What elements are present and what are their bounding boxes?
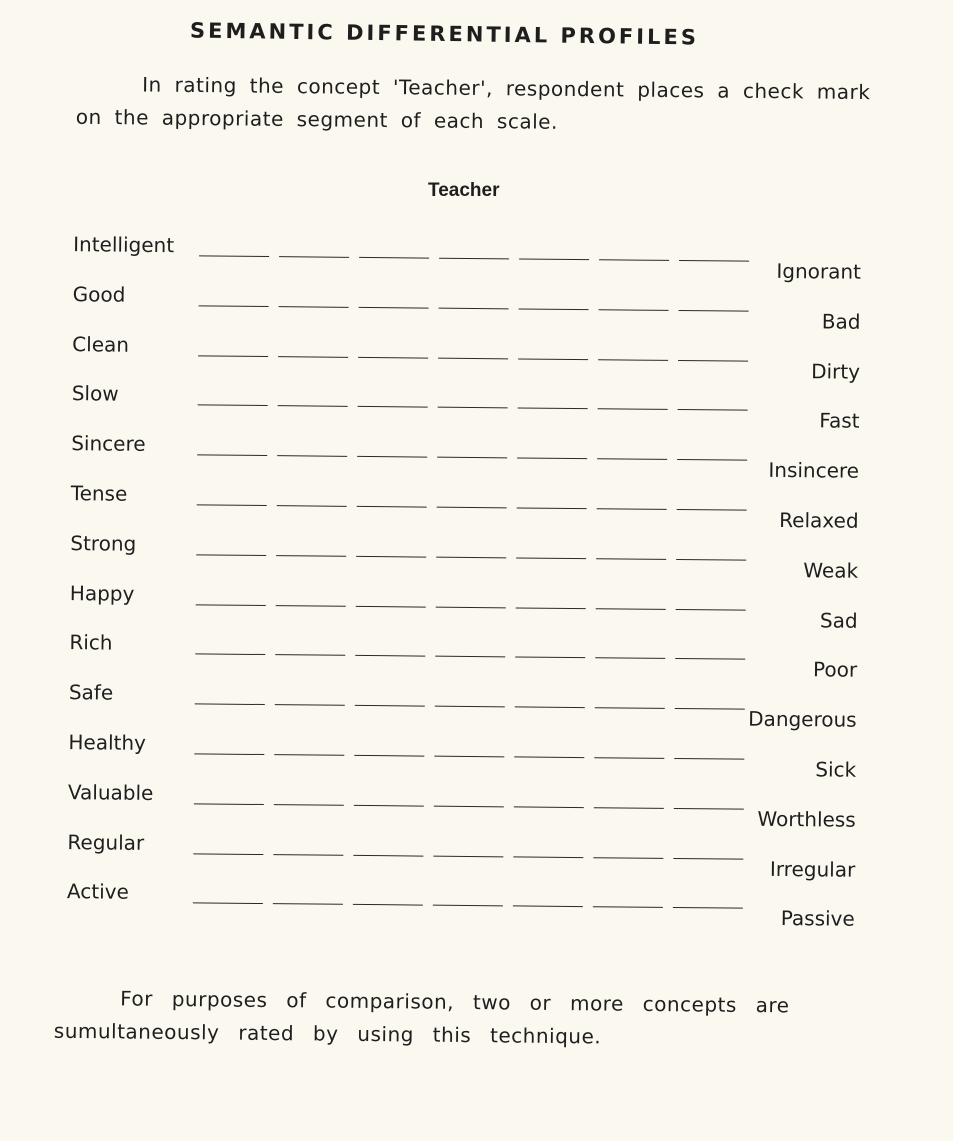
scale-segment[interactable] bbox=[596, 558, 666, 560]
scale-segment[interactable] bbox=[515, 657, 585, 659]
scale-segment[interactable] bbox=[198, 405, 268, 407]
scale-segment[interactable] bbox=[355, 705, 425, 707]
scale-segment[interactable] bbox=[516, 557, 586, 559]
scale-right-label: Poor bbox=[812, 657, 858, 683]
scale-left-label: Tense bbox=[70, 481, 128, 506]
scale-segment[interactable] bbox=[513, 906, 583, 908]
scale-segment[interactable] bbox=[433, 855, 503, 857]
scale-segment[interactable] bbox=[199, 255, 269, 257]
scale-left-label: Clean bbox=[72, 331, 130, 357]
scale-left-label: Regular bbox=[67, 829, 145, 855]
scale-segment[interactable] bbox=[195, 654, 265, 656]
scale-segment[interactable] bbox=[358, 357, 428, 359]
scale-segments bbox=[199, 305, 749, 311]
scale-segment[interactable] bbox=[514, 806, 584, 808]
scale-segment[interactable] bbox=[279, 256, 349, 258]
scale-segment[interactable] bbox=[594, 757, 664, 759]
scale-segment[interactable] bbox=[438, 407, 508, 409]
footer-paragraph bbox=[54, 982, 875, 1057]
scale-segment[interactable] bbox=[439, 258, 509, 260]
scale-segments bbox=[193, 853, 743, 859]
scale-segment[interactable] bbox=[195, 704, 265, 706]
scale-segments bbox=[195, 654, 745, 660]
intro-text: In rating the concept 'Teacher', respondent places a check mark on the appropriate segment of each scale. bbox=[75, 72, 871, 134]
scale-right-label: Insincere bbox=[768, 458, 860, 483]
scale-segment[interactable] bbox=[676, 609, 746, 611]
scale-segment[interactable] bbox=[596, 608, 666, 610]
footer-text: For purposes of comparison, two or more concepts are sumultaneously rated by using this technique. bbox=[53, 986, 790, 1049]
scale-segment[interactable] bbox=[197, 455, 267, 457]
scale-left-label: Happy bbox=[69, 580, 135, 606]
scale-left-label: Healthy bbox=[68, 730, 147, 755]
scale-segment[interactable] bbox=[279, 306, 349, 308]
scale-segment[interactable] bbox=[675, 658, 745, 660]
scale-segment[interactable] bbox=[273, 854, 343, 856]
scale-segment[interactable] bbox=[353, 904, 423, 906]
scale-row bbox=[0, 879, 950, 938]
scale-segment[interactable] bbox=[677, 459, 747, 461]
scale-segment[interactable] bbox=[674, 758, 744, 760]
scale-segment[interactable] bbox=[673, 907, 743, 909]
scale-right-label: Irregular bbox=[769, 856, 856, 882]
scale-left-label: Intelligent bbox=[73, 232, 175, 258]
scale-segment[interactable] bbox=[277, 455, 347, 457]
scale-segment[interactable] bbox=[673, 858, 743, 860]
scale-segment[interactable] bbox=[676, 559, 746, 561]
scale-right-label: Weak bbox=[803, 557, 859, 583]
scale-segment[interactable] bbox=[194, 753, 264, 755]
scale-right-label: Passive bbox=[780, 906, 855, 932]
scale-segment[interactable] bbox=[274, 754, 344, 756]
scale-segment[interactable] bbox=[595, 658, 665, 660]
scale-right-label: Sad bbox=[819, 607, 858, 633]
scale-segment[interactable] bbox=[433, 905, 503, 907]
scale-segment[interactable] bbox=[597, 508, 667, 510]
scale-segment[interactable] bbox=[599, 259, 669, 261]
scale-segment[interactable] bbox=[353, 854, 423, 856]
scale-segment[interactable] bbox=[595, 707, 665, 709]
scale-right-label: Fast bbox=[819, 408, 860, 434]
scale-left-label: Valuable bbox=[67, 779, 154, 805]
scale-segments bbox=[195, 704, 745, 710]
scale-segment[interactable] bbox=[518, 358, 588, 360]
scale-segments bbox=[193, 903, 743, 909]
scale-segments bbox=[196, 604, 746, 610]
scale-segment[interactable] bbox=[357, 506, 427, 508]
scale-segment[interactable] bbox=[679, 260, 749, 262]
scale-left-label: Rich bbox=[69, 630, 113, 655]
scale-segment[interactable] bbox=[515, 707, 585, 709]
scale-segment[interactable] bbox=[434, 756, 504, 758]
scale-segment[interactable] bbox=[674, 808, 744, 810]
scale-segment[interactable] bbox=[273, 904, 343, 906]
scale-segment[interactable] bbox=[599, 309, 669, 311]
scale-segment[interactable] bbox=[593, 857, 663, 859]
scale-segment[interactable] bbox=[594, 807, 664, 809]
scale-segment[interactable] bbox=[435, 656, 505, 658]
scale-segment[interactable] bbox=[439, 307, 509, 309]
scale-segment[interactable] bbox=[197, 504, 267, 506]
scale-segment[interactable] bbox=[275, 655, 345, 657]
scale-segment[interactable] bbox=[678, 360, 748, 362]
scale-segments bbox=[199, 255, 749, 261]
scale-segment[interactable] bbox=[519, 308, 589, 310]
scale-left-label: Sincere bbox=[71, 431, 146, 457]
page-title: SEMANTIC DIFFERENTIAL PROFILES bbox=[189, 18, 700, 50]
scale-segment[interactable] bbox=[193, 853, 263, 855]
scale-segment[interactable] bbox=[598, 409, 668, 411]
scale-segments bbox=[198, 405, 748, 411]
scale-segment[interactable] bbox=[356, 605, 426, 607]
scale-segment[interactable] bbox=[675, 708, 745, 710]
scale-segment[interactable] bbox=[359, 257, 429, 259]
scale-segment[interactable] bbox=[359, 307, 429, 309]
scale-segment[interactable] bbox=[679, 310, 749, 312]
scale-segment[interactable] bbox=[193, 903, 263, 905]
scale-left-label: Good bbox=[72, 281, 126, 307]
scale-right-label: Worthless bbox=[757, 806, 856, 832]
scale-left-label: Safe bbox=[68, 680, 114, 705]
scale-segment[interactable] bbox=[355, 655, 425, 657]
scale-segment[interactable] bbox=[354, 805, 424, 807]
scale-segment[interactable] bbox=[199, 305, 269, 307]
scale-segment[interactable] bbox=[354, 755, 424, 757]
scale-right-label: Ignorant bbox=[776, 258, 862, 284]
concept-heading: Teacher bbox=[428, 180, 500, 201]
scale-segment[interactable] bbox=[434, 805, 504, 807]
scale-segment[interactable] bbox=[437, 457, 507, 459]
scale-segments bbox=[194, 753, 744, 759]
scale-segment[interactable] bbox=[436, 556, 506, 558]
scale-segment[interactable] bbox=[198, 355, 268, 357]
scale-segment[interactable] bbox=[276, 605, 346, 607]
scale-segment[interactable] bbox=[278, 406, 348, 408]
scale-segments bbox=[197, 455, 747, 461]
scale-segment[interactable] bbox=[677, 509, 747, 511]
scale-segment[interactable] bbox=[436, 606, 506, 608]
scale-segments bbox=[197, 504, 747, 510]
scale-right-label: Dirty bbox=[811, 358, 861, 384]
scale-segment[interactable] bbox=[275, 704, 345, 706]
scale-segment[interactable] bbox=[517, 507, 587, 509]
scale-segment[interactable] bbox=[194, 803, 264, 805]
scale-segment[interactable] bbox=[593, 907, 663, 909]
scale-segment[interactable] bbox=[518, 408, 588, 410]
scale-segment[interactable] bbox=[357, 456, 427, 458]
scale-segment[interactable] bbox=[513, 856, 583, 858]
scale-left-label: Slow bbox=[71, 381, 119, 407]
scale-segment[interactable] bbox=[276, 555, 346, 557]
scale-segments bbox=[194, 803, 744, 809]
scale-segment[interactable] bbox=[597, 458, 667, 460]
scale-segment[interactable] bbox=[437, 507, 507, 509]
scale-segment[interactable] bbox=[598, 359, 668, 361]
scale-segment[interactable] bbox=[277, 505, 347, 507]
scale-segment[interactable] bbox=[274, 804, 344, 806]
scale-segment[interactable] bbox=[678, 409, 748, 411]
scale-right-label: Dangerous bbox=[748, 706, 857, 732]
scale-left-label: Strong bbox=[70, 530, 137, 556]
scale-right-label: Relaxed bbox=[779, 507, 859, 533]
scale-right-label: Sick bbox=[815, 757, 857, 782]
scale-segment[interactable] bbox=[356, 556, 426, 558]
scale-segment[interactable] bbox=[196, 604, 266, 606]
scale-segment[interactable] bbox=[278, 356, 348, 358]
scale-segment[interactable] bbox=[196, 554, 266, 556]
scale-segment[interactable] bbox=[514, 756, 584, 758]
scale-segment[interactable] bbox=[438, 357, 508, 359]
scale-left-label: Active bbox=[66, 879, 129, 905]
scale-segment[interactable] bbox=[435, 706, 505, 708]
scale-segment[interactable] bbox=[516, 607, 586, 609]
scale-right-label: Bad bbox=[821, 309, 861, 334]
scale-segments bbox=[196, 554, 746, 560]
scale-segments bbox=[198, 355, 748, 361]
scale-segment[interactable] bbox=[358, 406, 428, 408]
scale-segment[interactable] bbox=[519, 258, 589, 260]
scale-segment[interactable] bbox=[517, 458, 587, 460]
